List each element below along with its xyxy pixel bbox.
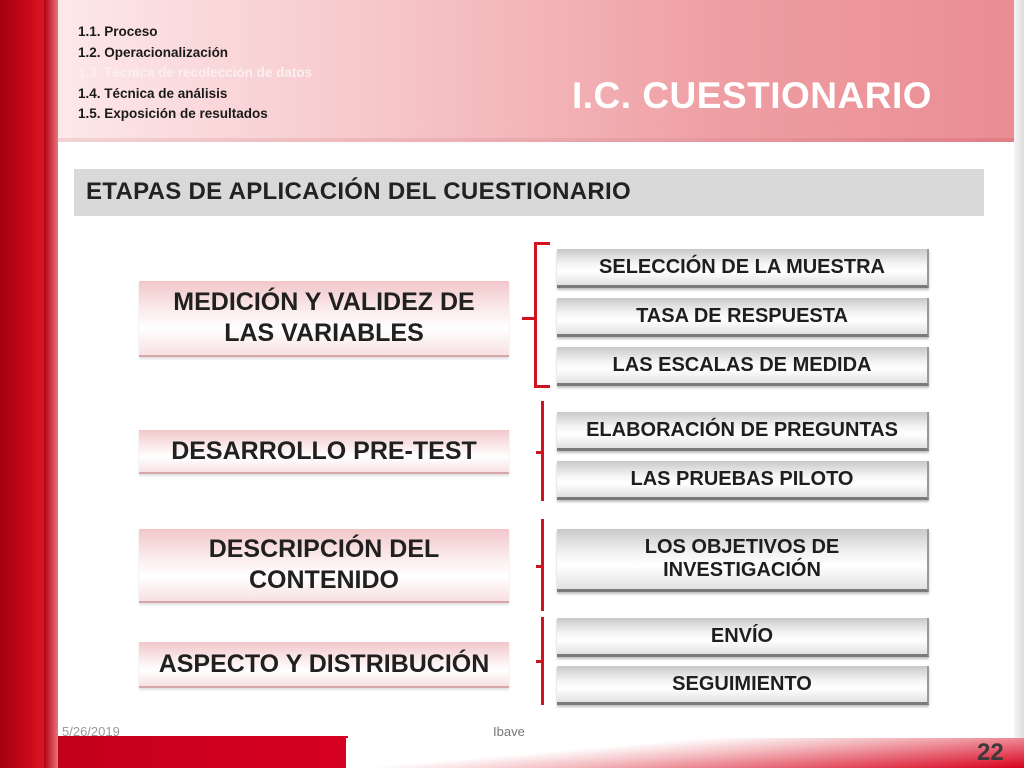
step-objetivos-investigacion[interactable]: [557, 529, 929, 592]
stage-descripcion: [139, 529, 509, 603]
menu-item-operacionalizacion[interactable]: 1.2. Operacionalización: [78, 44, 229, 60]
footer-author: Ibave: [493, 724, 525, 739]
stage-label: DESARROLLO PRE-TEST: [171, 436, 477, 465]
stage-aspecto: [139, 642, 509, 688]
step-pruebas-piloto[interactable]: LAS PRUEBAS PILOTO: [557, 461, 929, 500]
step-escalas-medida[interactable]: LAS ESCALAS DE MEDIDA: [557, 347, 929, 386]
right-edge-strip: [1014, 0, 1024, 768]
step-elaboracion-preguntas[interactable]: ELABORACIÓN DE PREGUNTAS: [557, 412, 929, 451]
footer-accent-wave: [346, 738, 1024, 768]
menu-item-exposicion[interactable]: 1.5. Exposición de resultados: [78, 106, 268, 122]
menu-item-tecnica-recoleccion[interactable]: 1.3. Técnica de recolección de datos: [78, 65, 313, 81]
step-label: LOS OBJETIVOS DE INVESTIGACIÓN: [644, 536, 840, 581]
step-envio[interactable]: ENVÍO: [557, 618, 929, 657]
stage-label: DESCRIPCIÓN DEL CONTENIDO: [208, 535, 440, 594]
stage-desarrollo: [139, 430, 509, 474]
menu-item-proceso[interactable]: 1.1. Proceso: [78, 24, 158, 39]
stage-label: MEDICIÓN Y VALIDEZ DE LAS VARIABLES: [173, 288, 475, 347]
footer-accent-bar: [58, 736, 348, 768]
left-accent-bar: [0, 0, 58, 768]
left-accent-bar-highlight: [44, 0, 58, 768]
menu-item-tecnica-analisis[interactable]: 1.4. Técnica de análisis: [78, 85, 228, 101]
footer-date: 5/26/2019: [62, 724, 120, 739]
stage-medicion: [139, 281, 509, 357]
stage-label: ASPECTO Y DISTRIBUCIÓN: [158, 649, 490, 678]
step-seguimiento[interactable]: SEGUIMIENTO: [557, 666, 929, 705]
page-title: I.C. CUESTIONARIO: [572, 75, 933, 116]
header-divider: [58, 138, 1024, 142]
step-seleccion-muestra[interactable]: SELECCIÓN DE LA MUESTRA: [557, 249, 929, 288]
section-title: ETAPAS DE APLICACIÓN DEL CUESTIONARIO: [86, 178, 631, 205]
page-number: 22: [977, 739, 1004, 766]
topic-menu: [78, 22, 312, 125]
step-tasa-respuesta[interactable]: TASA DE RESPUESTA: [557, 298, 929, 337]
